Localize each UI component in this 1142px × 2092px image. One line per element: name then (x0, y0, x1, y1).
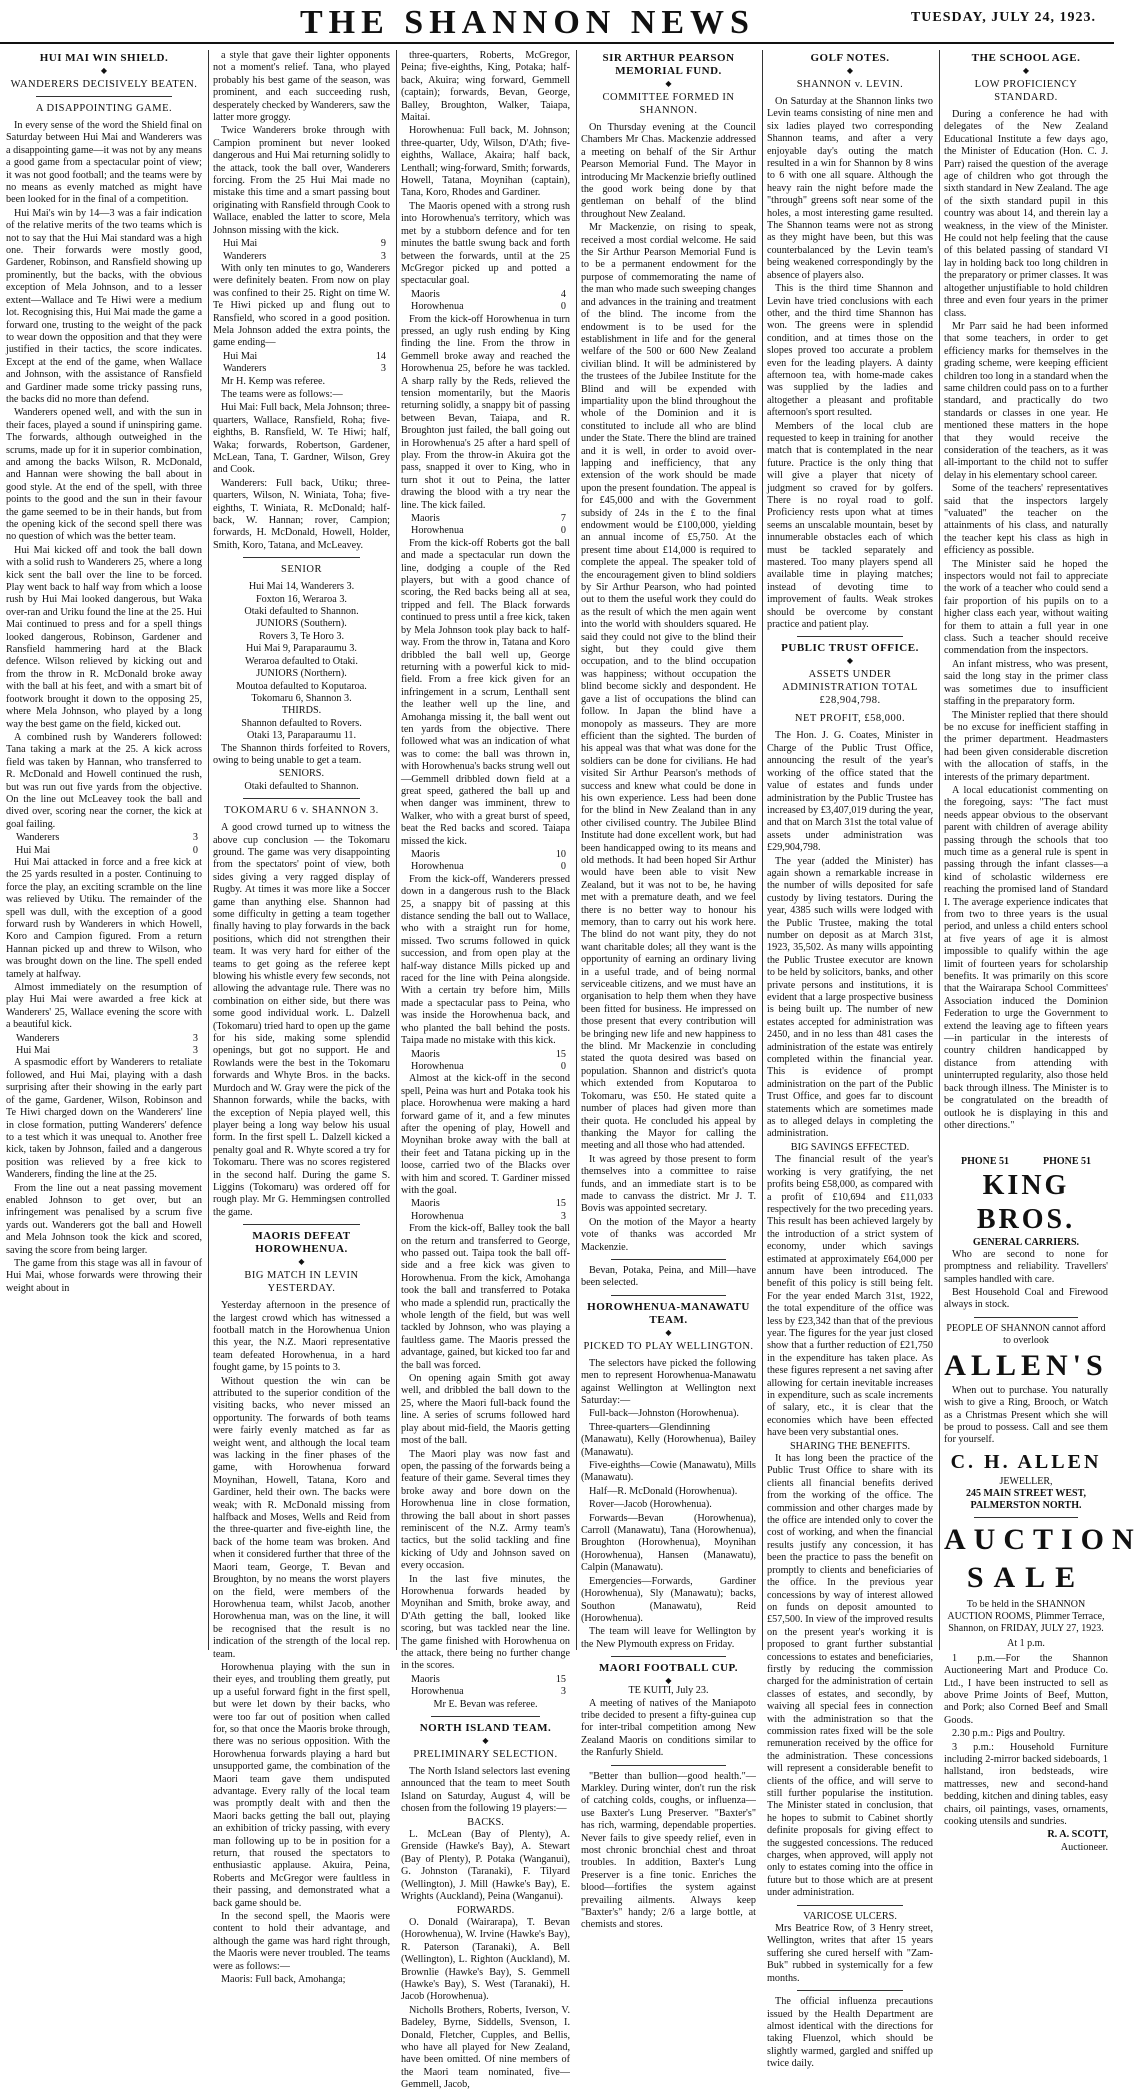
paragraph: On the motion of the Mayor a hearty vote of thanks was accorded Mr Mackenzie. (581, 1216, 756, 1253)
paragraph: Hui Mai's win by 14—3 was a fair indication of the relative merits of the two teams which is not to say that the Hui Mai standard was a high one. Their forwards were mostly good, Gardener, Robinson, and Ransfield showing up prominently, but the backs, with the obvious exception of Mela Johnson, and to a lesser extent—Wallace and Te Hiwi were a medium lot. Recognising this, Hui Mai made the game a forward one, trusting to the weight of the pack to wear down the opposition and that they were justified in their tactics, the score indicates. Except at the end of the game, when Wallace and Johnson, with the assistance of Ransfield and Gardiner made some tricky passing runs, the backs did no more than defend. (6, 207, 202, 405)
divider (974, 1517, 1078, 1518)
advertisement-fluenzol: The official influenza precautions issued by the Health Department are almost identical with the directions for taking Fluenzol, which should be slightly warmed, gargled and sniffed up twice daily. (767, 1996, 933, 2070)
divider: ◆ (665, 79, 672, 88)
article-title-pearson-fund: SIR ARTHUR PEARSON MEMORIAL FUND. (602, 52, 735, 77)
article-subtitle: LOW PROFICIENCY STANDARD. (974, 79, 1078, 103)
result-line: Otaki defaulted to Shannon. (244, 606, 359, 618)
divider (243, 557, 360, 558)
section-heading: A DISAPPOINTING GAME. (35, 103, 173, 114)
king-bros-name: KING BROS. (976, 1169, 1076, 1235)
paragraph: The team will leave for Wellington by the New Plymouth express on Friday. (581, 1626, 756, 1650)
divider: ◆ (298, 1257, 305, 1267)
paragraph: Horowhenua playing with the sun in their eyes, and troubling them greatly, put up a useful forward fight in the first spell, but were let down by their backs, who were too far out of position when called for, so that once the Maoris broke through, there was no serious opposition. With the Horowhenua forwards playing a hard but unsupported game, the combination of the Maori team gave them undisputed advantage. Every rally of the local team was promptly dealt with and then the Maori backs getting the ball out, playing an exhibition of tricky passing, with every man following up to be in position for a return, that roused the spectators to enthusiastic applause. Akuira, Peina, Roberts and McGregor were faultless in their passing, and demonstrated what a back game should be. (213, 1661, 390, 1909)
article-title-maoris: MAORIS DEFEAT HOROWHENUA. (252, 1230, 351, 1256)
score-line: Hui Mai 14 (223, 350, 386, 362)
paragraph: Almost at the kick-off in the second spell, Peina was hurt and Potaka took his place. Horowhenua were making a hard forward game of it, and a few minutes after the opening of play, Howell and Moynihan broke away with the ball at their feet and Tatana picking up in the loose, carried two of the Blacks over with him and scored. T. Gardiner missed with the goal. (401, 1073, 570, 1196)
paragraph: The Maori play was now fast and open, the passing of the forwards being a feature of their game. Several times they broke away and bore down on the Horowhenua line in close formation, throwing the ball about in short passes reminiscent of the N.Z. Army team's tactics, but the solid tackling and fine kicking of Udy and Johnson saved on every occasion. (401, 1448, 570, 1572)
article-title-horowhenua-manawatu: HOROWHENUA-MANAWATU TEAM. (587, 1300, 750, 1326)
paragraph: Three-quarters—Glendinning (Manawatu), Kelly (Horowhenua), Bailey (Manawatu). (581, 1421, 756, 1458)
advertisement-king-bros: Who are second to none for promptness and reliability. Travellers' samples handled with care. (944, 1248, 1108, 1285)
score-line: Maoris 15 (411, 1673, 566, 1685)
score-line: Horowhenua 0 (411, 861, 566, 873)
paragraph: In every sense of the word the Shield final on Saturday between Hui Mai and Wanderers was a disappointing game—it was not by any means a good game from a spectacular point of view; it was not good football; and the teams were by no means as evenly matched as might have been looked for in the final of a competition. (6, 120, 202, 206)
paragraph: With only ten minutes to go, Wanderers were definitely beaten. From now on play was confined to their 25. Right on time W. Te Hiwi picked up and flung out to Ransfield, who scored in a good position. Mela Johnson added the extra points, the game ending— (213, 262, 390, 349)
paragraph: A local educationist commenting on the foregoing, says: "The fact must needs appear obvious to the observant parent with children of average ability passing through the schools that too much time as a general rule is spent in passing through the infant classes—a kind of scholastic wilderness ere reaching the promised land of Standard I. The average experience indicates that from two to three years is the usual period, and unless a child enters school at five years of age it is almost impossible to qualify within the age limit of fourteen years for scholarship benefits. It was primarily on this score that the Wairarapa School Committees' Association induced the Dominion Federation to urge the Government to extend the leaving age to fifteen years—in particular in the interests of country children handicapped by distance from attending with uninterrupted regularity, also those held back through illness. The Minister is to be congratulated on the breadth of outlook he is displaying in this and other directions." (944, 784, 1108, 1131)
paragraph: Without question the win can be attributed to the superior condition of the visiting backs, who never missed an opportunity. The forwards of both teams were fairly evenly matched as far as weight went, and although the local team was lacking in the finer phases of the game, with Horowhenua forward Moynihan, Howell, Tatana, Koro and Gardiner, held their own. The backs were weak; with R. McDonald missing from halfback and Moses, Wells and Reid from the three-quarter and five-eighth line, the back of the home team was broken. And when it considered further that three of the Maori team, George, T. Bevan and Broughton, by no means the worst players on the field, were members of the Horowhenua team, whilst Jacob, another Horowhenua man, was on the line, it will be recognised that the result is no indication of the strength of the local rep. team. (213, 1375, 390, 1660)
paragraph: Some of the teachers' representatives said that the inspectors largely "valuated" the teacher on the attainments of his class, and naturally the teacher kept his class as high in efficiency as possible. (944, 483, 1108, 557)
paragraph: Five-eighths—Cowie (Manawatu), Mills (Manawatu). (581, 1460, 756, 1484)
section-label: BACKS. (467, 1816, 504, 1828)
result-line: THIRDS. (281, 705, 322, 717)
paragraph: The Shannon thirds forfeited to Rovers, owing to being unable to get a team. (213, 742, 390, 766)
divider: ◆ (846, 66, 854, 75)
paragraph: It has long been the practice of the Public Trust Office to share with its clients all financial benefits derived from the working of the office. The commission and other charges made by the office are intended only to cover the cost of working, and when the financial results justify any concession, it has been the practice to pass the benefit on promptly to clients and beneficiaries of the office. In the previous year concessions by way of interest allowed on funds on deposit amounted to £57,500. In view of the improved results on the present year's working it is proposed to grant further substantial concessions to estates and beneficiaries, firstly by reducing the commission charged for the administration of certain classes of estates, and secondly, by waiving all special fees in connection with the administration so that the commission rates fixed will be the sole remuneration received by the office for the administration. These concessions will represent a considerable benefit to clients of the office, and will serve to still further popularise the institution. The Minister stated in conclusion, that he hopes to submit to Cabinet shortly definite proposals for giving effect to the suggested concessions. The reduced charges, when approved, will apply not only to estates coming into the office in future but to those which are at present under administration. (767, 1453, 933, 1899)
score-line: Horowhenua 0 (411, 301, 566, 313)
paragraph: The financial result of the year's working is very gratifying, the net profits being £58,000, as compared with a profit of £10,694 and £11,033 respectively for the two preceding years. This result has been achieved largely by the introduction of a strict system of economy, under which savings estimated at approximately £64,000 per annum have been introduced. The benefit of this policy is still being felt. For the year ended March 31st, 1922, the total expenditure of the office was less by £23,342 than that of the previous year. The figures for the year just closed show that a further reduction of £21,750 in the expenditure has taken place. As these figures represent a net saving after allowing for certain inevitable increases in expenditure, such as scale increments of salary, etc., it is clear that the economies which have been effected have been very substantial ones. (767, 1154, 933, 1439)
column-6 (939, 50, 1142, 1853)
section-label: SENIORS. (278, 768, 324, 780)
allen-address: 245 MAIN STREET WEST, PALMERSTON NORTH. (965, 1487, 1087, 1511)
score-line: Maoris 15 (411, 1048, 566, 1060)
paragraph: From the kick-off Roberts got the ball and made a spectacular run down the line, dodging a couple of the Red players, but with a good chance of scoring, the Red backs being all at sea, tripped and fell. The Black forwards continued to press until a free kick, taken by Mela Johnson took play back to half-way. From the throw in, Tatana and Koro dribbled the ball well up, George returning with a powerful kick to mid-field. From a free kick given for an infringement in a scrum, Lenthall sent the leather well up the line, and Amohanga missing it, the ball went out ten yards from the objective. There followed what was an indication of what was to come: the ball was thrown in, with Horowhenua's backs strung well out—Gemmell dribbled down field at a great speed, gathered the ball up and when danger was imminent, threw to Walker, who with a great burst of speed, beat the Red backs and scored. Taiapa missed the kick. (401, 537, 570, 847)
result-line: JUNIORS (Southern). (256, 618, 347, 630)
article-subtitle: WANDERERS DECISIVELY BEATEN. (10, 79, 198, 90)
paragraph: In the second spell, the Maoris were content to hold their advantage, and although the game was hard right through, the Maoris were never troubled. The teams were as follows:— (213, 1911, 390, 1972)
paragraph: A good crowd turned up to witness the above cup conclusion — the Tokomaru ground. The game was very disappointing from the spectators' point of view, both sides giving a very ragged display of Rugby. At times it was more like a Soccer game than anything else. Shannon had some difficulty in getting a team together finally having to play forwards in the back positions, which did not strengthen their team. It was very hard for either of the teams to get going as the referee kept blowing his whistle every few seconds, not allowing the advantage rule. There was no combination on either side, but there was some good individual work. L. Dalzell (Tokomaru) tried hard to open up the game for his side, making some splendid openings, but got no support. He and Rowlands were the best in the Tokomaru forwards and Whyte Bros. in the backs. Murdoch and W. Gray were the pick of the Shannon forwards, while the backs, with the exception of Nepia played well, this player being a long way below his usual form. In the first spell L. Dalzell kicked a penalty goal and R. Whyte scored a try for Tokomaru. There was no scores registered in the second half. During the game S. Liggins (Tokomaru) was ordered off for rough play. Mr G. Hemmingsen controlled the game. (213, 822, 390, 1218)
score-line: Horowhenua 0 (411, 1060, 566, 1072)
allens-name: ALLEN'S (944, 1348, 1108, 1382)
score-line: Maoris 7 (411, 513, 566, 525)
paragraph: The game from this stage was all in favour of Hui Mai, whose forwards were throwing their weight about in (6, 1257, 202, 1294)
result-line: Hui Mai 9, Paraparaumu 3. (246, 643, 357, 655)
article-subtitle: ASSETS UNDER ADMINISTRATION TOTAL £28,904,798. (782, 669, 918, 707)
paragraph: The Minister said he hoped the inspectors would not fail to appreciate the work of a teacher who could send a fair proportion of his pupils on to a higher class each year, without waiting for them to attain a full year in one class. Such a teacher should receive commendation from the inspectors. (944, 558, 1108, 657)
paragraph: The Hon. J. G. Coates, Minister in Charge of the Public Trust Office, announcing the result of the year's working of the office stated that the value of estates and funds under administration by the Public Trustee has increased by £3,407,019 during the year, and that on March 31st the total value of assets under administration was £29,904,798. (767, 730, 933, 854)
result-line: JUNIORS (Northern). (256, 668, 347, 680)
paragraph: The Minister replied that there should be no excuse for inefficient staffing in the primer department. Headmasters had been given considerable discretion with the allocation of staffs, in the interests of the primary department. (944, 709, 1108, 783)
divider (797, 1990, 903, 1991)
score-line: Hui Mai 0 (16, 844, 198, 856)
article-subtitle: PICKED TO PLAY WELLINGTON. (583, 1340, 754, 1352)
paragraph: Maoris: Full back, Amohanga; (221, 1974, 346, 1986)
divider (611, 1765, 726, 1766)
score-line: Horowhenua 3 (411, 1686, 566, 1698)
paragraph: A spasmodic effort by Wanderers to retaliate followed, and Hui Mai, playing with a dash surprising after their showing in the early part of the game, Gardener, Wilson, Robinson and Te Hiwi charged down on the Wanderers' line in close formation, putting Wanderers' defence to a test which it was unequal to. Another free kick, taken by Johnson, failed and a dangerous position was relieved by a free kick to Wanderers, finding the line at the 25. (6, 1057, 202, 1181)
advertisement-baxters: "Better than bullion—good health."—Markley. During winter, don't run the risk of catching colds, coughs, or influenza—use Baxter's Lung Preserver. "Baxter's" has rich, warming, dependable properties. Never fails to give speedy relief, even in most chronic bronchial chest and throat troubles. In addition, Baxter's Lung Preserver is a fine tonic. Enriches the blood—fortifies the system against prevailing ailments. Always keep "Baxter's" handy; 2/6 a large bottle, at chemists and stores. (581, 1770, 756, 1931)
paragraph: This is the third time Shannon and Levin have tried conclusions with each other, and the third time Shannon has won. The greens were in splendid condition, and at times those on the slopes proved too accurate a problem even for the leading players. A dainty afternoon tea, with home-made cakes was supplied by the ladies and altogether a pleasant and profitable afternoon's sport resulted. (767, 283, 933, 419)
paragraph: Bevan, Potaka, Peina, and Mill—have been selected. (581, 1264, 756, 1289)
paragraph: Members of the local club are requested to keep in training for another match that is contemplated in the near future. Practice is the only thing that will give a player that nicety of judgment so craved for by golfers. There is no royal road to golf. Proficiency rests upon what at times seems an unscalable mountain, beset by innumerable obstacles each of which must be tackled separately and mastered. Too many players spend all available time in playing matches; instead of devoting time to improvement of faults. Weak strokes should be overcome by constant practice and patient play. (767, 420, 933, 631)
paragraph: Half—R. McDonald (Horowhenua). (589, 1485, 738, 1497)
divider (797, 1905, 903, 1906)
auctioneer-role: Auctioneer. (1060, 1841, 1108, 1853)
score-line: Maoris 4 (411, 288, 566, 300)
divider (431, 1716, 540, 1717)
masthead-bar (0, 0, 1114, 44)
auction-item: 2.30 p.m.: Pigs and Poultry. (952, 1728, 1066, 1740)
divider (36, 96, 172, 97)
auction-details: To be held in the SHANNON AUCTION ROOMS, Plimmer Terrace, Shannon, on FRIDAY, JULY 27, 1923. (947, 1598, 1105, 1634)
allen-signature: C. H. ALLEN (950, 1450, 1102, 1473)
score-line: Horowhenua 3 (411, 1210, 566, 1222)
paragraph: During a conference he had with delegates of the New Zealand Educational Institute a few days ago, the Minister of Education (Hon. C. J. Parr) raised the question of the average age of children who got through the sixth standard in New Zealand. The age of the sixth standard pupil in this country was about 14, and therein lay a weakness, in the view of the Minister. He could not help feeling that the cause of this belated passing of standard VI lay in holding back too long children in the preparatory or primer classes. It was altogether unjustifiable to hold children three and even four years in the primer class. (944, 109, 1108, 319)
paragraph: Twice Wanderers broke through with Campion prominent but never looked dangerous and Hui Mai returning solidly to the attack, took the ball over, Wanderers forcing. From the 25 Hui Mai made no mistake this time and a smart passing bout originating with Ransfield through Cook to Wallace, enabled the latter to score, Mela Johnson missing with the kick. (213, 125, 390, 236)
auction-item: 1 p.m.—For the Shannon Auctioneering Mart and Produce Co. Ltd., I have been instructed to sell as above Prime Joints of Beef, Mutton, and Pork; also Corned Beef and Small Goods. (944, 1652, 1108, 1726)
paragraph: On Saturday at the Shannon links two Levin teams consisting of nine men and six ladies played two corresponding Shannon teams, and after a very enjoyable day's outing the match resulted in a win for Shannon by 8 wins to 6 with one all square. Although the heavy rain the night before made the "through" greens soft near some of the holes, a most interesting game resulted. The Shannon teams were not as strong as they might have been, but this was counterbalanced by the Levin team's being weakened correspondingly by the absence of players also. (767, 96, 933, 281)
paragraph: Wanderers opened well, and with the sun in their faces, played a sound if uninspiring game. The forwards, although outweighed in the scrums, made up for it in superior combination, and among the backs Wilson, R. McDonald, and Hannan were showing the ball about in good style. At the end of the spell, with three points to the good and the sun in their favour the game seemed to be in their hands, but from the opening kick of the second spell there was no question of which was the better team. (6, 407, 202, 543)
paragraph: From the kick-off Horowhenua in turn pressed, an ugly rush ending by King finding the line. From the throw in Gemmell broke away and reached the Horowhenua 25, before he was tackled. A sharp rally by the Reds, relieved the tension momentarily, but the Maoris returning solidly, a snappy bit of passing between Bevan, Taiapa, and R. Broughton just failed, the ball going out in Horowhenua's 25 after a hard spell of play. From the throw-in Akuira got the pass, snapped it over to King, who in turn shot it out to Peina, the latter drawing the blood with a try near the line. The kick failed. (401, 313, 570, 511)
article-subtitle: NET PROFIT, £58,000. (794, 713, 906, 725)
paragraph: From the kick-off, Balley took the ball on the return and transferred to George, who passed out. Taipa took the ball off-side and a free kick was given to Horowhenua. From the kick, Amohanga took the ball and transferred to Potaka who made a splendid run, practically the whole length of the field, but was well tackled by Johnson, who was playing a faultless game. The Maoris pressed the advantage, gained, but kicked too far and the ball was forced. (401, 1223, 570, 1371)
article-subtitle: BIG MATCH IN LEVIN YESTERDAY. (244, 1270, 359, 1295)
divider (243, 798, 360, 799)
paragraph: In the last five minutes, the Horowhenua forwards headed by Moynihan and Smith, broke away, and D'Ath getting the ball, looked like scoring, but was tackled near the line. The game finished with Horowhenua on the attack, there being no further change in the scores. (401, 1573, 570, 1672)
auctioneer-name: R. A. SCOTT, (1047, 1829, 1108, 1841)
article-title-maori-cup: MAORI FOOTBALL CUP. (599, 1662, 738, 1675)
results-list (213, 581, 390, 742)
result-line: Shannon defaulted to Rovers. (241, 717, 362, 729)
article-title-golf: GOLF NOTES. (810, 52, 890, 64)
subheading: SHARING THE BENEFITS. (789, 1440, 911, 1452)
advertisement-allens: When out to purchase. You naturally wish to give a Ring, Brooch, or Watch as a Christmas Present which she will be proud to possess. Call and see them for yourself. (944, 1384, 1108, 1446)
auction-item: 3 p.m.: Household Furniture including 2-mirror backed sideboards, 1 hallstand, iron bedsteads, wire mattresses, new and second-hand bedding, kitchen and dining tables, easy chairs, oil paintings, vases, ornaments, cooking utensils and sundries. (944, 1741, 1108, 1828)
paragraph: Nicholls Brothers, Roberts, Iverson, V. Badeley, Byrne, Siddells, Svenson, I. Donald, Fletcher, Cupples, and Bellis, who have all played for New Zealand, have been omitted. Of nine members of the Maori team nominated, five—Gemmell, Jacob, (401, 2004, 570, 2091)
divider (611, 1259, 726, 1260)
section-heading: TOKOMARU 6 v. SHANNON 3. (224, 805, 379, 817)
score-line: Horowhenua 0 (411, 525, 566, 537)
divider (797, 636, 903, 637)
paragraph: L. McLean (Bay of Plenty), A. Grenside (Hawke's Bay), A. Stewart (Bay of Plenty), P. Potaka (Wanganui), G. Johnston (Taranaki), F. Tilyard (Wellington), J. Mill (Hawke's Bay), E. Wrights (Auckland), Peina (Wanganui). (401, 1829, 570, 1903)
article-title-public-trust: PUBLIC TRUST OFFICE. (781, 642, 919, 655)
divider: ◆ (846, 656, 854, 666)
article-title-hui-mai: HUI MAI WIN SHIELD. (39, 52, 169, 64)
paragraph: three-quarters, Roberts, McGregor, Peina; five-eighths, King, Potaka; half-back, Akuira; wing forward, Gemmell (captain); forwards, Bevan, George, Balley, Broughton, Walker, Taiapa, Maitai. (401, 50, 570, 124)
divider: ◆ (1022, 66, 1030, 75)
paragraph: An infant mistress, who was present, said the long stay in the primer class was sometimes due to insufficient staffing in the preparatory form. (944, 658, 1108, 708)
paragraph: Mr Parr said he had been informed that some teachers, in order to get efficiency marks for themselves in the grading scheme, were keeping efficient children too long in a standard when the same children could pass on to a further standard, and practically do two standards or classes in one year. He mentioned these matters in the hope that they would receive the consideration of the teachers, as it was all-important to the child not to suffer delay in his elementary school career. (944, 320, 1108, 481)
article-body (6, 120, 202, 1295)
paragraph: On opening again Smith got away well, and dribbled the ball down to the 25, where the Maori full-back found the line. A series of scrums followed hard play about mid-field, the Maoris getting most of the ball. (401, 1373, 570, 1447)
issue-date: TUESDAY, JULY 24, 1923. (910, 10, 1096, 25)
divider: ◆ (665, 1327, 672, 1337)
result-line: Foxton 16, Weraroa 3. (256, 593, 347, 605)
paragraph: Emergencies—Forwards, Gardiner (Horowhenua), Sly (Manawatu); backs, Southon (Manawatu), Reid (Horowhenua). (581, 1575, 756, 1624)
paragraph: a style that gave their lighter opponents not a moment's relief. Tana, who played probably his best game of the season, was prominent, and each succeeding rush, desperately checked by Wanderers, saw the latter more groggy. (213, 50, 390, 124)
column-1 (6, 50, 206, 1650)
paragraph: Full-back—Johnston (Horowhenua). (589, 1408, 739, 1420)
referee-note: Mr E. Bevan was referee. (433, 1698, 538, 1710)
paragraph: A combined rush by Wanderers followed: Tana taking a mark at the 25. A kick across field was taken by Hannan, who transferred to R. McDonald and Howell continued the rush, but was run out five yards from the objective. On the line out McLeavey took the ball and dived over, scoring near the corner, the kick at goal failing. (6, 731, 202, 830)
article-subtitle: PRELIMINARY SELECTION. (413, 1749, 558, 1761)
score-line: Wanderers 3 (223, 250, 386, 262)
result-line: Hui Mai 14, Wanderers 3. (248, 581, 355, 593)
result-line: Rovers 3, Te Horo 3. (258, 630, 345, 642)
paragraph: From the line out a neat passing movement enabled Johnson to get over, but an infringement was penalised by a scrum five yards out. Wanderers got the ball and Howell and Mela Johnson took the kick and scored, saving the score from being larger. (6, 1182, 202, 1256)
paragraph: The selectors have picked the following men to represent Horowhenua-Manawatu against Wellington at Wellington next Saturday:— (581, 1357, 756, 1406)
paragraph: Hui Mai attacked in force and a free kick at the 25 yards resulted in a poster. Continuing to force the play, an exciting scramble on the line was relieved by Utiku. The remainder of the spell was dull, with the exception of a good forward rush by Wanderers in which Howell, Koro and Campion figured. From a return Hannan picked up and threw to Wilson, who was brought down on the line. The spell ended tamely at halfway. (6, 856, 202, 980)
paragraph: Wanderers: Full back, Utiku; three-quarters, Wilson, N. Winiata, Toha; five-eighths, T. Winiata, R. McDonald; half-back, W. Hannan; rover, Campion; forwards, H. McDonald, Howell, Holder, Smith, Koro, Tatana, and McLeavey. (213, 477, 390, 551)
phone-label: PHONE 51 (960, 1156, 1010, 1168)
divider (243, 1224, 360, 1225)
paragraph: The North Island selectors last evening announced that the team to meet South Island on Saturday, August 4, will be chosen from the following 19 players:— (401, 1766, 570, 1815)
paragraph: Forwards—Bevan (Horowhenua), Carroll (Manawatu), Tana (Horowhenua), Broughton (Horowhenua), Moynihan (Horowhenua), Hansen (Manawatu), Calpin (Manawatu). (581, 1512, 756, 1574)
result-line: Tokomaru 6, Shannon 3. (251, 692, 352, 704)
result-line: Weraroa defaulted to Otaki. (245, 655, 358, 667)
dateline: TE KUITI, July 23. (628, 1685, 709, 1697)
article-subtitle: SHANNON v. LEVIN. (796, 79, 904, 90)
advertisement-zambuk: Mrs Beatrice Row, of 3 Henry street, Wellington, writes that after 15 years suffering she cured herself with "Zam-Buk" rubbed in systemically for a few months. (767, 1923, 933, 1984)
divider: ◆ (482, 1736, 489, 1746)
paragraph: Yesterday afternoon in the presence of the largest crowd which has witnessed a football match in the Horowhenua Union this year, the N.Z. Maori representative team defeated Horowhenua, in a hard fought game, by 15 points to 3. (213, 1300, 390, 1374)
paragraph: Rover—Jacob (Horowhenua). (589, 1499, 712, 1511)
subheading: BIG SAVINGS EFFECTED. (790, 1141, 910, 1153)
score-line: Hui Mai 3 (16, 1045, 198, 1057)
paragraph: The teams were as follows:— (221, 388, 343, 400)
divider (611, 1295, 726, 1296)
paragraph: Hui Mai kicked off and took the ball down with a solid rush to Wanderers 25, where a long kick sent the ball over the line to be forced. Play went back to half way from which a loose rush by Hui Mai looked dangerous, but Waka over-ran and Uriku found the line at the 25. Hui Mai continued to press and for a spell things looked dangerous, Robinson, Gardener and Ransfield hammering hard at the Black defence. Wilson relieved by kicking out and from the throw in R. McDonald broke away with the ball at his feet, and with a smart bit of footwork brought it down to the opposing 25, where Mela Johnson, who played by a long way the best game on the field, kicked out. (6, 544, 202, 730)
score-line: Maoris 15 (411, 1198, 566, 1210)
auction-time: At 1 p.m. (1007, 1637, 1045, 1649)
paragraph: O. Donald (Wairarapa), T. Bevan (Horowhenua), W. Irvine (Hawke's Bay), R. Paterson (Taranaki), A. Bell (Wellington), L. Righton (Auckland), M. Brownlie (Hawke's Bay), S. Gemmell (Hawke's Bay), S. West (Taranaki), H. Jacob (Horowhenua). (401, 1916, 570, 2003)
king-bros-phone (944, 1156, 1108, 1168)
paragraph: Horowhenua: Full back, M. Johnson; three-quarter, Udy, Wilson, D'Ath; five-eighths, Wallace, Akaira; half back, Lenthall; wing-forward, Smith; forwards, Howell, Tatana, Moynihan (captain), Tana, Koro, Rhodes and Gardiner. (401, 125, 570, 199)
auction-sale: SALE (966, 1560, 1086, 1594)
result-line: Moutoa defaulted to Koputaroa. (236, 680, 367, 692)
result-line: Otaki 13, Paraparaumu 11. (246, 730, 357, 742)
section-label: FORWARDS. (456, 1904, 515, 1916)
article-title-north-island: NORTH ISLAND TEAM. (419, 1722, 552, 1735)
score-line: Hui Mai 9 (223, 238, 386, 250)
paragraph: Mr H. Kemp was referee. (221, 375, 326, 387)
masthead-title: THE SHANNON NEWS (300, 4, 755, 41)
divider: ◆ (665, 1676, 672, 1686)
paragraph: It was agreed by those present to form themselves into a committee to raise funds, and an immediate start is to be made to canvass the district. Mr J. T. Bovis was appointed secretary. (581, 1153, 756, 1215)
divider (974, 1317, 1078, 1318)
score-line: Maoris 10 (411, 849, 566, 860)
column-3 (396, 50, 574, 2091)
paragraph: Mr Mackenzie, on rising to speak, received a most cordial welcome. He said the Sir Arthur Pearson Memorial Fund is to be a permanent endowment for the purpose of commemorating the name of the man who made such sweeping changes and advances in the training and treatment of the blind. The income from the endowment is to be used for the establishment in life and for the general welfare of the 500 or 600 New Zealand civilian blind. It will be administered by the trustees of the Jubilee Institute for the Blind and will be expended with impartiality upon the blind throughout the whole of the Dominion and it is constituted to include all who are blind under the State. There the blind are trained and it is well, in order to avoid over-lapping and inefficiency, that any extension of the work should be made upon the present foundation. The appeal is for £45,000 and with the Government subsidy of 24s in the £ to the final endowment would be £100,000, yielding an annual income of £5,750. At the present time about £14,000 is required to complete the appeal. The speaker told of the encouragement given to blind soldiers by Sir Arthur Pearson, who had pointed out to them the useful work they could do as the result of which the men again went into the world with shoulders squared. He said they could not give to the blind their sight, but they could give them occupation, and to the blind occupation was happiness; without occupation the blind become sickly and despondent. He gave a list of occupations the blind can follow. In Japan the blind have a monopoly as masseurs. They are more efficient than the sighted. The burden of his appeal was that what was done for the soldiers can be done for civilians. He had visited Sir Arthur Pearson's methods of success and knew what could be done in his own experience. Less had been done for the blind in New Zealand than in any other civilised country. The Jubilee Blind Institute had done excellent work, but had been handicapped owing to its means and old methods. It had been hoped Sir Arthur would have been able to visit New Zealand, but it was not to be, he having met with a premature death, and we feel there is no better way to honour his memory, than to carry out his work here. The blind do not want pity, they do not want charitable doles; all they want is the opportunity of earning an ordinary living in a useful trade, and of being normal serviceable citizens, and we must have an organisation to help them when they have been fitted for business. He impressed on those present that every contribution will be bringing new life and new happiness to the blind. Mr Mackenzie in concluding stated the quota desired was based on population. Shannon and district's quota which extended from Koputaroa to Tokomaru, was £50. He stated quite a number of places had given more than their quota. He concluded his appeal by thanking the Mayor for calling the meeting and all those who had attended. (581, 222, 756, 1152)
result-line: Otaki defaulted to Shannon. (244, 780, 359, 792)
auction-title: AUCTION (944, 1522, 1142, 1556)
paragraph: Almost immediately on the resumption of play Hui Mai were awarded a free kick at Wanderers' 25, Wallace evening the score with a beautiful kick. (6, 982, 202, 1031)
ad-title: VARICOSE ULCERS. (803, 1910, 897, 1922)
paragraph: A meeting of natives of the Maniapoto tribe decided to present a fifty-guinea cup for inter-tribal competition among New Zealand Maoris on conditions similar to the Ranfurly Shield. (581, 1697, 756, 1759)
allen-role: JEWELLER, (999, 1475, 1053, 1487)
king-bros-sub: GENERAL CARRIERS. (972, 1236, 1080, 1248)
divider: ◆ (100, 66, 108, 75)
score-line: Wanderers 3 (16, 1032, 198, 1044)
phone-label: PHONE 51 (1042, 1156, 1092, 1168)
column-5 (762, 50, 937, 2070)
score-line: Wanderers 3 (223, 363, 386, 375)
advertisement-king-bros: Best Household Coal and Firewood always in stock. (944, 1286, 1108, 1311)
paragraph: The Maoris opened with a strong rush into Horowhenua's territory, which was met by a stubborn defence and for ten minutes the battle swung back and forth between the forwards, until at the 25 McGregor picked up and potted a spectacular goal. (401, 200, 570, 287)
paragraph: The year (added the Minister) has again shown a remarkable increase in the number of wills deposited for safe custody by living testators. During the year, 4385 such wills were lodged with the Public Trustee, making the total number on deposit as at March 31st, 1923, 35,502. As many wills appointing the Public Trustee executor are known to be held by solicitors, banks, and other private persons and institutions, it is evident that a large prospective business is being built up. The number of new estates accepted for administration was 2450, and in no less than 481 cases the administration of the estate was entirely completed within the financial year. This is evidence of prompt administration on the part of the Public Trust Office, and goes far to discount statements which are sometimes made as to alleged delays in completing the administration. (767, 855, 933, 1140)
article-title-school-age: THE SCHOOL AGE. (971, 52, 1081, 64)
column-4 (576, 50, 760, 1931)
score-line: Wanderers 3 (16, 832, 198, 844)
column-2 (208, 50, 394, 1986)
paragraph: Hui Mai: Full back, Mela Johnson; three-quarters, Wallace, Ransfield, Roha; five-eighths, B. Ransfield, W. Te Hiwi; half, Waka; forwards, Robertson, Gardener, McLean, Tana, T. Gardner, Wilson, Grey and Cook. (213, 402, 390, 476)
section-heading: SENIOR (281, 564, 322, 576)
divider (611, 1656, 726, 1657)
paragraph: On Thursday evening at the Council Chambers Mr Chas. Mackenzie addressed a meeting on behalf of the Sir Arthur Pearson Memorial Fund. The Mayor in introducing Mr Mackenzie briefly outlined the good work being done by that gentleman on behalf of the blind throughout New Zealand. (581, 122, 756, 220)
article-subtitle: COMMITTEE FORMED IN SHANNON. (602, 92, 735, 116)
paragraph: From the kick-off, Wanderers pressed down in a dangerous rush to the Black 25, a snappy bit of passing at this distance sending the ball out to Wallace, who with a straight run for home, missed. Two scrums followed in quick succession, and from open play at the half-way distance Mills picked up and raced for the line with Peina alongside. With a certain try before him, Mills made a spectacular pass to Peina, who was inside the Horowhenua back, and who planted the ball behind the posts. Taipa made no mistake with this kick. (401, 873, 570, 1047)
allens-intro: PEOPLE OF SHANNON cannot afford to overlook (946, 1322, 1106, 1346)
